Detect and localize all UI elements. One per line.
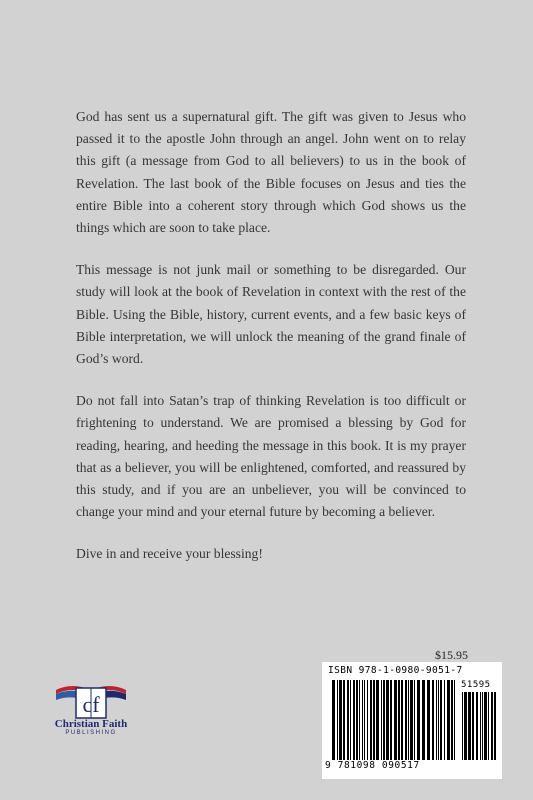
barcode-bar — [347, 680, 349, 760]
barcode-bar — [491, 692, 493, 760]
barcode-bar — [350, 680, 351, 760]
barcode-bar — [414, 680, 415, 760]
barcode-bar — [451, 680, 453, 760]
barcode-bar — [438, 680, 439, 760]
addon-code: 51595 — [461, 680, 491, 690]
blurb-paragraph-3: Do not fall into Satan’s trap of thinking Revelation is too difficult or frightening to understand. We are promised a blessing by God for reading, hearing, and heeding the message in this book. It is my prayer that as a believer, you will be enlightened, comforted, and reassured by this study, and if you are an unbeliever, you will be convinced to change your mind and your eternal future by becoming a believer. — [76, 393, 466, 520]
barcode-bar — [480, 692, 481, 760]
barcode-bar — [454, 680, 455, 760]
isbn-label: ISBN 978-1-0980-9051-7 — [328, 665, 463, 676]
barcode-bar — [398, 680, 400, 760]
barcode-bar — [343, 680, 345, 760]
barcode-bar — [356, 680, 358, 760]
barcode-bar — [381, 680, 382, 760]
barcode-bar — [373, 680, 375, 760]
barcode-bar — [482, 692, 483, 760]
barcode-bar — [422, 680, 425, 760]
barcode-bar — [408, 680, 409, 760]
barcode-bar — [337, 680, 338, 760]
publisher-name: Christian Faith — [54, 718, 128, 730]
barcode-bar — [359, 680, 360, 760]
blurb-paragraph-1: God has sent us a supernatural gift. The gift was given to Jesus who passed it to the apostle John through an angel. John went on to relay this gift (a message from God to all believers) to us in the book of Revelation. The last book of the Bible focuses on Jesus and ties the entire Bible into a coherent story through which God shows us the things which are soon to take place. — [76, 109, 466, 236]
barcode-bar — [462, 692, 463, 760]
barcode-bar — [353, 680, 355, 760]
barcode-bar — [386, 680, 389, 760]
barcode-bar — [367, 680, 368, 760]
barcode-bar — [444, 680, 445, 760]
barcode-bar — [339, 680, 342, 760]
back-cover-blurb — [76, 106, 466, 586]
blurb-paragraph-4: Dive in and receive your blessing! — [76, 546, 263, 562]
barcode-bar — [440, 680, 442, 760]
addon-barcode-bars — [462, 692, 498, 760]
price-label: $15.95 — [435, 648, 468, 662]
barcode-bar — [410, 680, 413, 760]
barcode-bar — [476, 692, 478, 760]
barcode-bar — [494, 692, 496, 760]
barcode-bar — [468, 692, 471, 760]
logo-letters: cf — [82, 692, 100, 717]
barcode-bar — [362, 680, 363, 760]
barcode-bar — [332, 680, 335, 760]
barcode-bar — [383, 680, 385, 760]
barcode-bar — [390, 680, 392, 760]
barcode-bar — [436, 680, 437, 760]
barcode-bar — [405, 680, 407, 760]
publisher-sub: PUBLISHING — [65, 730, 117, 736]
barcode-bar — [417, 680, 420, 760]
barcode-bar — [427, 680, 430, 760]
ean-barcode-bars — [332, 680, 458, 760]
barcode-bar — [364, 680, 365, 760]
barcode-bar — [432, 680, 434, 760]
barcode-bar — [484, 692, 487, 760]
barcode-bar — [472, 692, 474, 760]
barcode-bar — [401, 680, 403, 760]
barcode-bar — [464, 692, 467, 760]
isbn-barcode — [322, 662, 502, 779]
publisher-name-block — [36, 718, 146, 736]
blurb-paragraph-2: This message is not junk mail or something to be disregarded. Our study will look at the book of Revelation in context with the rest of the Bible. Using the Bible, history, current events, and a few basic keys of Bible interpretation, we will unlock the meaning of the grand finale of God’s word. — [76, 262, 466, 367]
barcode-bar — [370, 680, 372, 760]
barcode-bar — [394, 680, 397, 760]
barcode-bar — [376, 680, 379, 760]
barcode-bar — [447, 680, 450, 760]
barcode-bar — [488, 692, 489, 760]
barcode-digits: 9 781098 090517 — [325, 760, 420, 771]
